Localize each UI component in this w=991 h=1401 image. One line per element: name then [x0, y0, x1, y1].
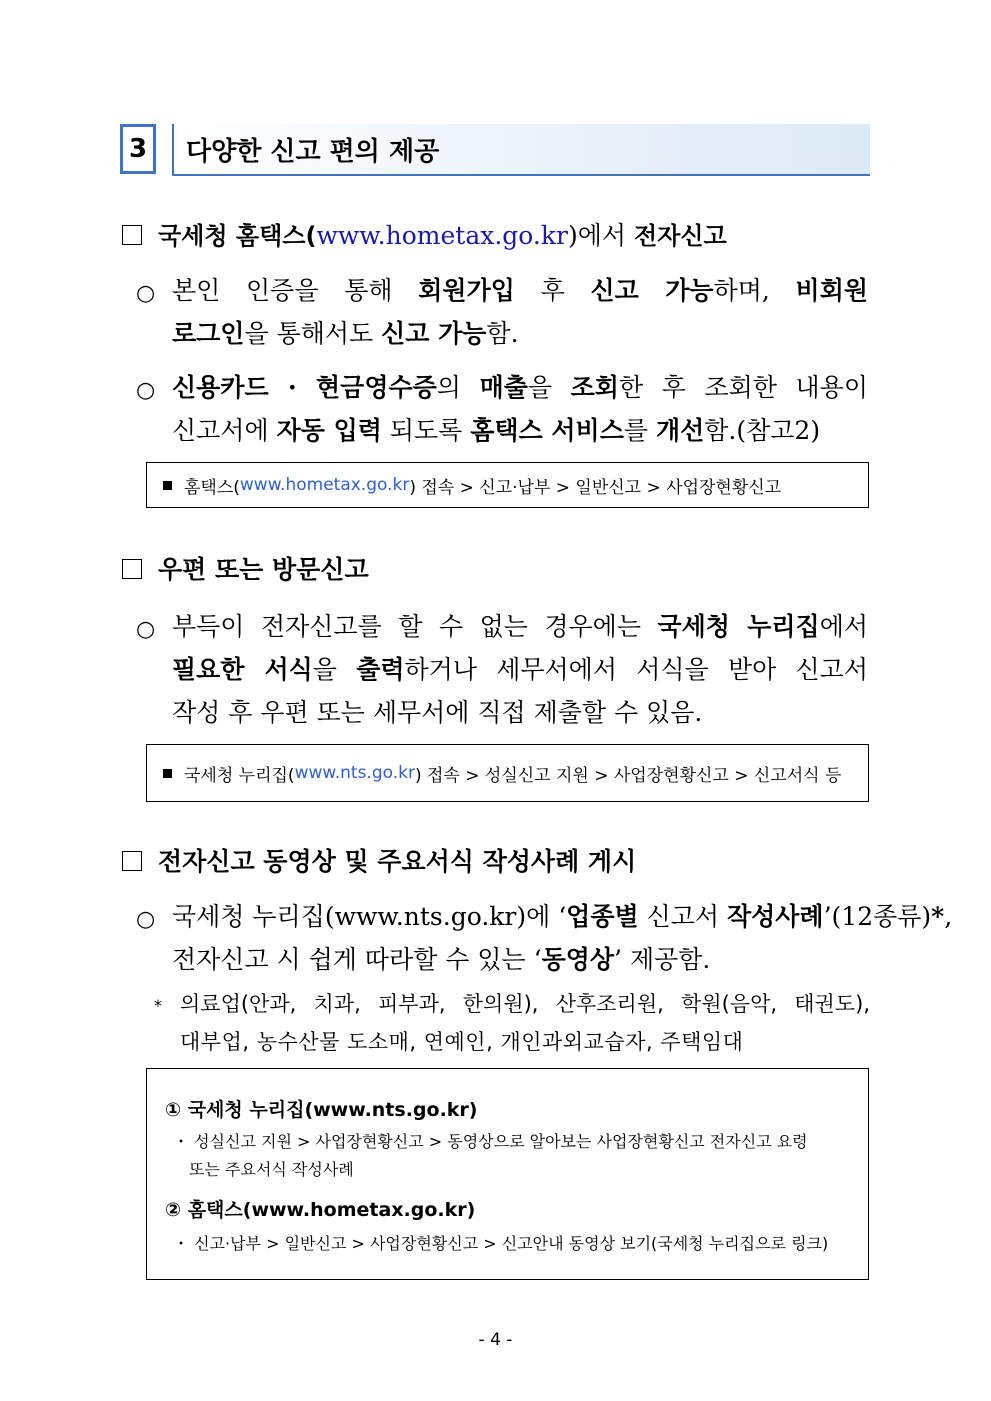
section-title: 다양한 신고 편의 제공	[172, 124, 870, 176]
note-star-icon: *	[154, 996, 162, 1015]
square-bullet-icon	[163, 769, 172, 778]
hometax-bullet2-line2: 신고서에 자동 입력 되도록 홈택스 서비스를 개선함.(참고2)	[172, 416, 821, 445]
note-line1: 의료업(안과, 치과, 피부과, 한의원), 산후조리원, 학원(음악, 태권도),	[180, 992, 870, 1016]
nts-path-line2: 또는 주요서식 작성사례	[189, 1160, 354, 1179]
checkbox-square-icon	[122, 225, 142, 245]
circle-bullet-icon: ○	[136, 281, 156, 306]
square-bullet-icon	[163, 481, 172, 490]
checkbox-square-icon	[122, 559, 142, 579]
nts-path-box: 국세청 누리집( www.nts.go.kr ) 접속 > 성실신고 지원 > 사업장현황신고 > 신고서식 등	[146, 744, 869, 802]
section-number: 3	[120, 124, 156, 174]
circle-bullet-icon: ○	[136, 378, 156, 403]
video-heading: 전자신고 동영상 및 주요서식 작성사례 게시	[122, 842, 636, 878]
hometax-path-box: 홈택스( www.hometax.go.kr ) 접속 > 신고·납부 > 일반신고 > 사업장현황신고	[146, 462, 869, 508]
circle-bullet-icon: ○	[136, 617, 156, 642]
nts-link[interactable]: www.nts.go.kr	[294, 763, 415, 783]
hometax-link[interactable]: www.hometax.go.kr	[239, 475, 410, 495]
nts-path-line1: ・ 성실신고 지원 > 사업장현황신고 > 동영상으로 알아보는 사업장현황신고 전자신고 요령	[173, 1132, 808, 1151]
hometax-bullet2-line1: 신용카드 · 현금영수증의 매출을 조회한 후 조회한 내용이	[172, 373, 868, 402]
page-number: - 4 -	[478, 1330, 513, 1350]
mail-bullet1-line2: 필요한 서식을 출력하거나 세무서에서 서식을 받아 신고서	[172, 655, 868, 684]
mail-bullet1-line3: 작성 후 우편 또는 세무서에 직접 제출할 수 있음.	[172, 698, 703, 727]
hometax-heading: 국세청 홈택스(www.hometax.go.kr)에서 전자신고	[122, 216, 727, 252]
mail-heading: 우편 또는 방문신고	[122, 550, 369, 586]
nts-title: ① 국세청 누리집(www.nts.go.kr)	[165, 1099, 478, 1121]
checkbox-square-icon	[122, 851, 142, 871]
mail-bullet1-line1: 부득이 전자신고를 할 수 없는 경우에는 국세청 누리집에서	[172, 612, 868, 641]
note-line2: 대부업, 농수산물 도소매, 연예인, 개인과외교습자, 주택임대	[180, 1030, 744, 1054]
hometax-bullet1-line1: 본인 인증을 통해 회원가입 후 신고 가능하며, 비회원	[172, 276, 868, 305]
hometax-bullet1-line2: 로그인을 통해서도 신고 가능함.	[172, 319, 519, 348]
hometax-video-path: ・ 신고·납부 > 일반신고 > 사업장현황신고 > 신고안내 동영상 보기(국세청 누리집으로 링크)	[173, 1234, 829, 1253]
circle-bullet-icon: ○	[136, 907, 156, 932]
hometax-title: ② 홈택스(www.hometax.go.kr)	[165, 1199, 476, 1221]
video-links-box	[146, 1068, 869, 1280]
video-bullet1-line2: 전자신고 시 쉽게 따라할 수 있는 ‘동영상’ 제공함.	[172, 945, 711, 974]
video-bullet1-line1: 국세청 누리집(www.nts.go.kr)에 ‘업종별 신고서 작성사례’(12종류)*,	[172, 902, 953, 931]
